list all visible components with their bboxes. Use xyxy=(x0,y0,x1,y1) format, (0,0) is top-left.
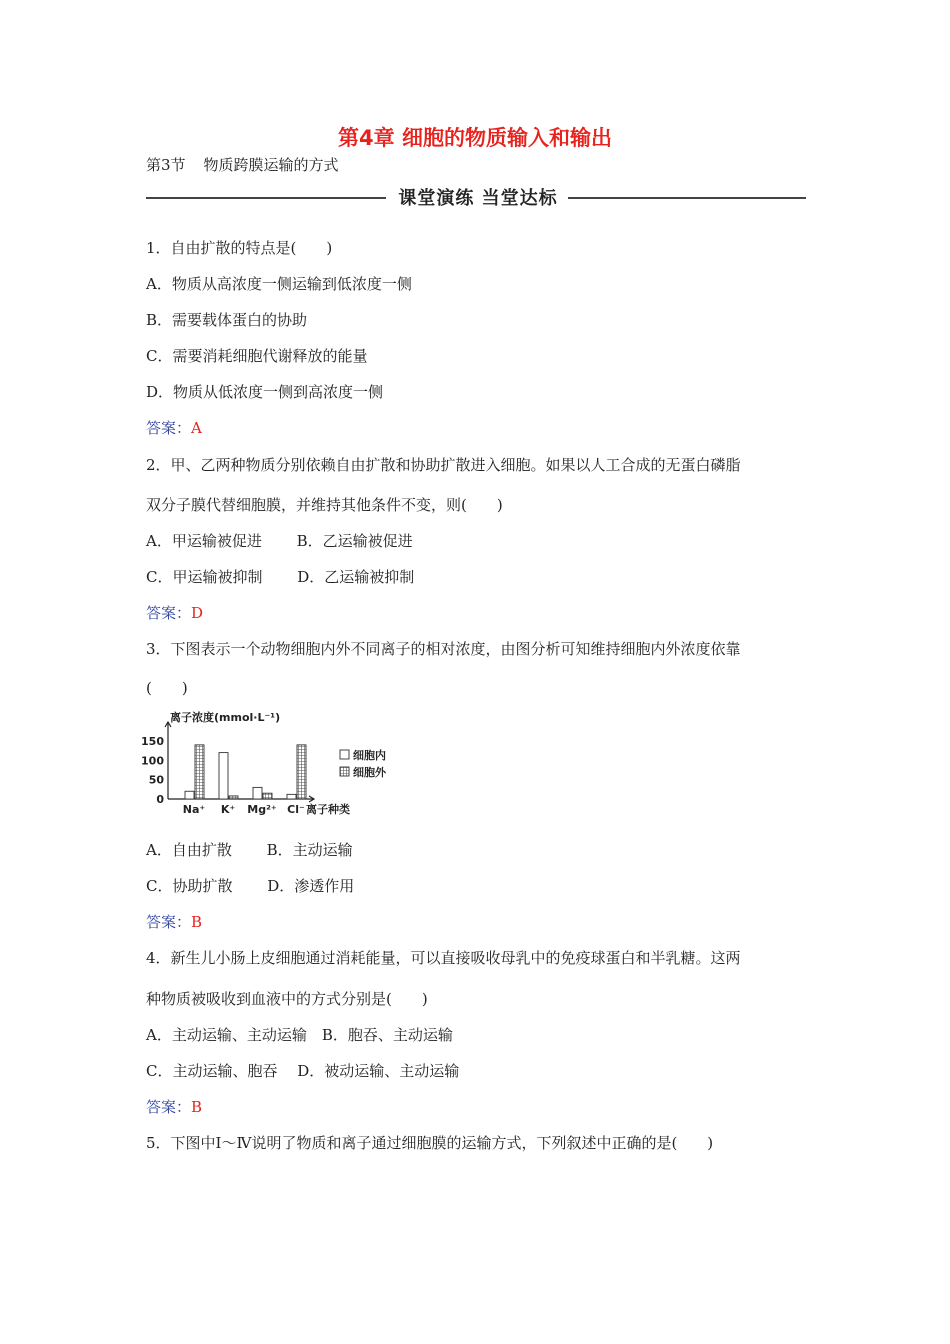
banner-rule-right xyxy=(568,197,806,199)
x-axis-label: 离子种类 xyxy=(306,803,350,816)
section-name: 物质跨膜运输的方式 xyxy=(203,156,339,174)
section-heading xyxy=(146,154,339,175)
bar-outside-1 xyxy=(229,796,238,799)
q4-options-row2: C．主动运输、胞吞 D．被动运输、主动运输 xyxy=(146,1062,460,1080)
answer-value: B xyxy=(191,1098,203,1116)
y-tick-label: 100 xyxy=(141,754,164,768)
q3-answer xyxy=(146,911,202,932)
q1-option-c: C．需要消耗细胞代谢释放的能量 xyxy=(146,347,368,365)
bar-inside-2 xyxy=(253,787,262,799)
bar-outside-0 xyxy=(195,745,204,799)
q1-stem: 1．自由扩散的特点是( ) xyxy=(146,239,333,257)
q5-stem: 5．下图中Ⅰ～Ⅳ说明了物质和离子通过细胞膜的运输方式，下列叙述中正确的是( ) xyxy=(146,1134,714,1152)
answer-value: A xyxy=(191,419,202,437)
chart-svg xyxy=(141,711,404,822)
bar-outside-3 xyxy=(297,745,306,799)
section-number: 第3节 xyxy=(146,156,186,174)
legend-swatch-inside xyxy=(340,750,349,759)
legend-label-inside: 细胞内 xyxy=(353,749,386,762)
q2-options-row2: C．甲运输被抑制 D．乙运输被抑制 xyxy=(146,568,415,586)
x-tick-label: Mg²⁺ xyxy=(247,803,277,816)
y-tick-label: 150 xyxy=(141,735,164,748)
q4-options-row1: A．主动运输、主动运输 B．胞吞、主动运输 xyxy=(146,1026,453,1044)
q2-stem-line2: 双分子膜代替细胞膜，并维持其他条件不变，则( ) xyxy=(146,496,503,514)
q4-stem-line1: 4．新生儿小肠上皮细胞通过消耗能量，可以直接吸收母乳中的免疫球蛋白和半乳糖。这两 xyxy=(146,949,741,967)
y-axis-label: 离子浓度(mmol·L⁻¹) xyxy=(170,711,281,724)
q2-stem-line1: 2．甲、乙两种物质分别依赖自由扩散和协助扩散进入细胞。如果以人工合成的无蛋白磷脂 xyxy=(146,456,741,474)
q4-stem-line2: 种物质被吸收到血液中的方式分别是( ) xyxy=(146,990,428,1008)
bar-inside-0 xyxy=(185,791,194,799)
bar-inside-1 xyxy=(219,753,228,799)
banner-rule-left xyxy=(146,197,386,199)
banner-text: 课堂演练 当堂达标 xyxy=(398,188,558,209)
answer-label: 答案： xyxy=(146,913,192,931)
x-tick-label: K⁺ xyxy=(220,803,236,816)
answer-label: 答案： xyxy=(146,604,192,622)
answer-label: 答案： xyxy=(146,1098,192,1116)
chapter-title: 第4章 细胞的物质输入和输出 xyxy=(338,126,612,150)
q1-answer xyxy=(146,417,202,438)
y-tick-label: 50 xyxy=(148,773,164,787)
ion-concentration-chart xyxy=(141,711,404,826)
answer-value: D xyxy=(191,604,204,622)
x-tick-label: Na⁺ xyxy=(182,803,206,816)
bar-outside-2 xyxy=(263,793,272,799)
q1-option-d: D．物质从低浓度一侧到高浓度一侧 xyxy=(146,383,384,401)
q1-option-a: A．物质从高浓度一侧运输到低浓度一侧 xyxy=(146,275,412,293)
y-tick-label: 0 xyxy=(156,793,164,806)
q3-stem-line2: ( ) xyxy=(146,679,188,697)
legend-label-outside: 细胞外 xyxy=(353,766,386,779)
q3-stem-line1: 3．下图表示一个动物细胞内外不同离子的相对浓度，由图分析可知维持细胞内外浓度依靠 xyxy=(146,640,741,658)
q2-options-row1: A．甲运输被促进 B．乙运输被促进 xyxy=(146,532,413,550)
q4-answer xyxy=(146,1096,202,1117)
q1-option-b: B．需要载体蛋白的协助 xyxy=(146,311,308,329)
q3-options-row2: C．协助扩散 D．渗透作用 xyxy=(146,877,355,895)
q3-options-row1: A．自由扩散 B．主动运输 xyxy=(146,841,353,859)
bar-inside-3 xyxy=(287,794,296,799)
answer-value: B xyxy=(191,913,203,931)
legend-swatch-outside xyxy=(340,767,349,776)
practice-banner xyxy=(146,184,806,212)
q2-answer xyxy=(146,602,203,623)
answer-label: 答案： xyxy=(146,419,192,437)
x-tick-label: Cl⁻ xyxy=(287,803,305,816)
